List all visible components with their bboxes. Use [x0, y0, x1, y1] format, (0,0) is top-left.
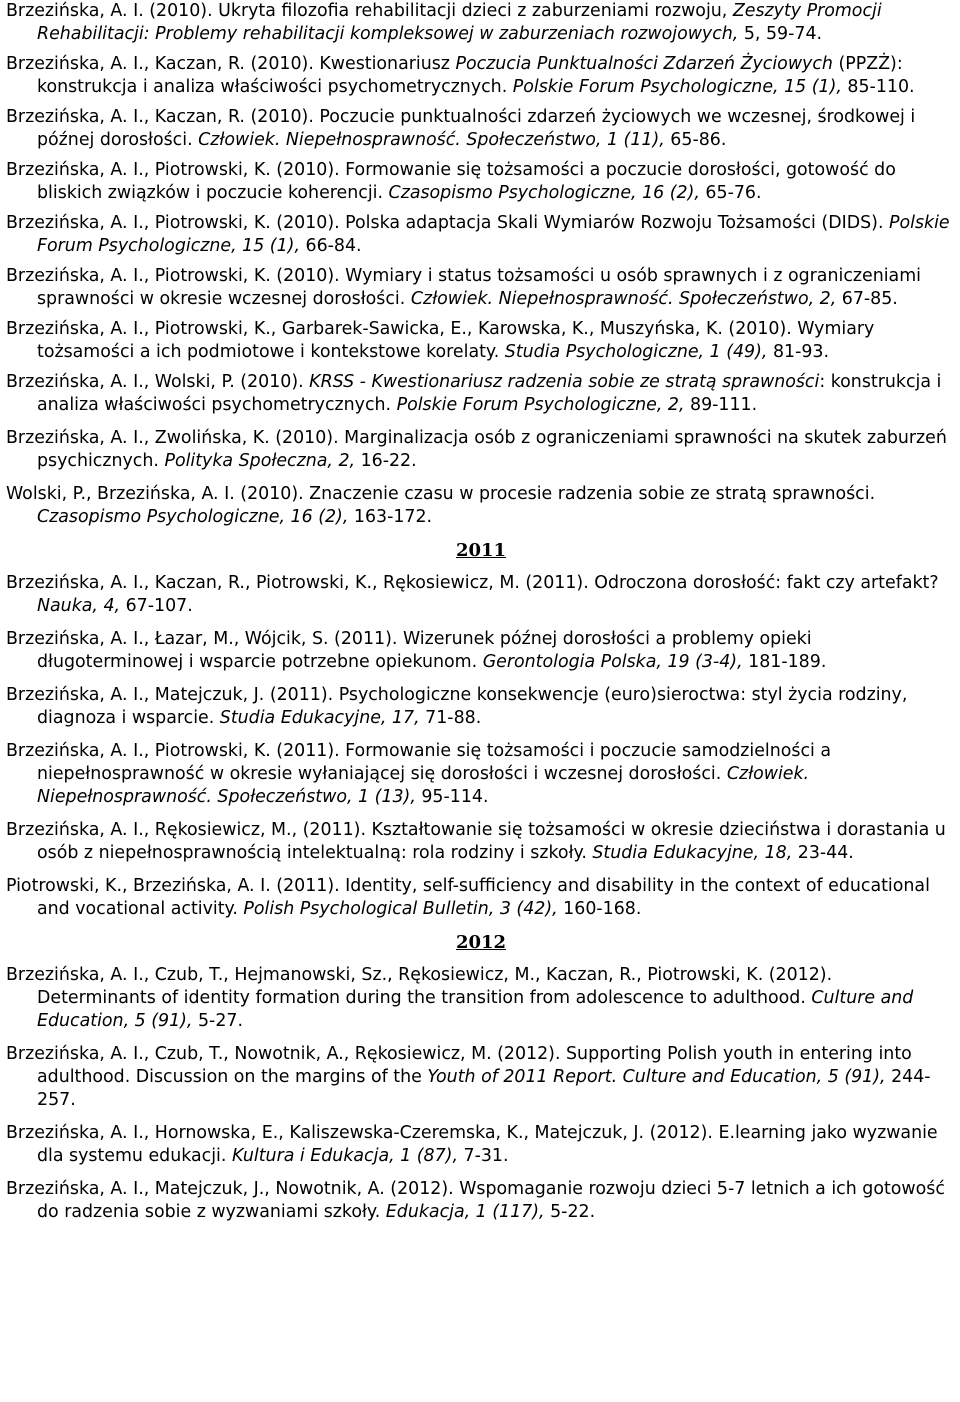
reference-entry: [6, 964, 956, 1033]
reference-text: Brzezińska, A. I., Matejczuk, J. (2011). Psychologiczne konsekwencje (euro)sieroctwa: styl życia rodziny, diagnoza i wsparcie.: [6, 685, 908, 728]
reference-text: 95-114.: [415, 787, 489, 807]
reference-entry: [6, 427, 956, 473]
reference-entry: [6, 265, 956, 311]
reference-text: 71-88.: [419, 708, 482, 728]
reference-entry: [6, 628, 956, 674]
reference-source: Polskie Forum Psychologiczne, 15 (1),: [512, 77, 842, 97]
reference-text: Brzezińska, A. I., Piotrowski, K. (2011). Formowanie się tożsamości i poczucie samodzielności a niepełnosprawność w okresie wyłaniającej się dorosłości i wczesnej dorosłości.: [6, 741, 832, 784]
reference-entry: [6, 318, 956, 364]
reference-source: Polskie Forum Psychologiczne, 2,: [396, 395, 685, 415]
reference-entry: [6, 212, 956, 258]
reference-source: Culture and Education, 5 (91),: [37, 988, 914, 1031]
reference-entry: [6, 819, 956, 865]
reference-source: Youth of 2011 Report. Culture and Education, 5 (91),: [427, 1067, 886, 1087]
reference-text: 81-93.: [767, 342, 830, 362]
reference-text: Brzezińska, A. I., Piotrowski, K. (2010). Wymiary i status tożsamości u osób sprawnych i z ograniczeniami sprawności w okresie wczesnej dorosłości.: [6, 266, 921, 309]
reference-text: 5, 59-74.: [738, 24, 823, 44]
reference-text: Piotrowski, K., Brzezińska, A. I. (2011). Identity, self-sufficiency and disability in the context of educational and vocational activity.: [6, 876, 930, 919]
reference-source: Edukacja, 1 (117),: [385, 1202, 545, 1222]
reference-entry: [6, 1122, 956, 1168]
reference-source: KRSS - Kwestionariusz radzenia sobie ze stratą sprawności: [309, 372, 820, 392]
reference-source: Kultura i Edukacja, 1 (87),: [231, 1146, 458, 1166]
reference-entry: [6, 106, 956, 152]
reference-text: 85-110.: [841, 77, 915, 97]
reference-text: Brzezińska, A. I., Piotrowski, K. (2010). Polska adaptacja Skali Wymiarów Rozwoju Tożsamości (DIDS).: [6, 213, 889, 233]
reference-text: Brzezińska, A. I., Piotrowski, K. (2010). Formowanie się tożsamości a poczucie dorosłości, gotowość do bliskich związków i poczucie koherencji.: [6, 160, 896, 203]
reference-source: Człowiek. Niepełnosprawność. Społeczeństwo, 2,: [410, 289, 837, 309]
reference-entry: [6, 740, 956, 809]
reference-entry: [6, 371, 956, 417]
reference-source: Człowiek. Niepełnosprawność. Społeczeństwo, 1 (11),: [198, 130, 665, 150]
reference-text: 23-44.: [792, 843, 854, 863]
reference-text: Brzezińska, A. I., Kaczan, R. (2010). Poczucie punktualności zdarzeń życiowych we wczesnej, środkowej i późnej dorosłości.: [6, 107, 916, 150]
reference-text: 163-172.: [348, 507, 433, 527]
reference-source: Poczucia Punktualności Zdarzeń Życiowych: [455, 54, 833, 74]
reference-text: 65-76.: [699, 183, 762, 203]
reference-entry: [6, 483, 956, 529]
reference-text: (PPZŻ): konstrukcja i analiza właściwości psychometrycznych.: [37, 54, 903, 97]
reference-text: Brzezińska, A. I., Czub, T., Hejmanowski, Sz., Rękosiewicz, M., Kaczan, R., Piotrowski, K. (2012). Determinants of identity formation during the transition from adolescence to adulthood.: [6, 965, 833, 1008]
reference-text: 16-22.: [355, 451, 417, 471]
reference-text: 160-168.: [557, 899, 642, 919]
reference-source: Polish Psychological Bulletin, 3 (42),: [243, 899, 558, 919]
reference-entry: [6, 53, 956, 99]
reference-source: Czasopismo Psychologiczne, 16 (2),: [37, 507, 349, 527]
reference-entry: [6, 0, 956, 46]
reference-entry: [6, 572, 956, 618]
bibliography-page: [6, 0, 956, 1224]
reference-source: Człowiek. Niepełnosprawność. Społeczeństwo, 1 (13),: [37, 764, 810, 807]
reference-entry: [6, 684, 956, 730]
year-heading: 2012: [455, 932, 507, 953]
reference-text: 5-22.: [544, 1202, 596, 1222]
reference-source: Polityka Społeczna, 2,: [164, 451, 356, 471]
reference-text: 7-31.: [457, 1146, 509, 1166]
reference-text: 67-107.: [120, 596, 193, 616]
reference-text: : konstrukcja i analiza właściwości psychometrycznych.: [37, 372, 942, 415]
reference-text: 66-84.: [299, 236, 362, 256]
reference-text: Brzezińska, A. I., Matejczuk, J., Nowotnik, A. (2012). Wspomaganie rozwoju dzieci 5-7 letnich a ich gotowość do radzenia sobie z wyzwaniami szkoły.: [6, 1179, 945, 1222]
reference-text: 65-86.: [664, 130, 727, 150]
reference-source: Gerontologia Polska, 19 (3-4),: [482, 652, 743, 672]
reference-entry: [6, 159, 956, 205]
reference-source: Studia Psychologiczne, 1 (49),: [504, 342, 768, 362]
reference-text: Brzezińska, A. I., Zwolińska, K. (2010). Marginalizacja osób z ograniczeniami sprawności na skutek zaburzeń psychicznych.: [6, 428, 947, 471]
reference-text: Brzezińska, A. I., Czub, T., Nowotnik, A., Rękosiewicz, M. (2012). Supporting Polish youth in entering into adulthood. Discussion on the margins of the: [6, 1044, 912, 1087]
reference-text: Brzezińska, A. I., Łazar, M., Wójcik, S. (2011). Wizerunek późnej dorosłości a problemy opieki długoterminowej i wsparcie potrzebne opiekunom.: [6, 629, 812, 672]
reference-entry: [6, 875, 956, 921]
reference-text: Brzezińska, A. I., Rękosiewicz, M., (2011). Kształtowanie się tożsamości w okresie dzieciństwa i dorastania u osób z niepełnosprawnością intelektualną: rola rodziny i szkoły.: [6, 820, 946, 863]
reference-text: 89-111.: [684, 395, 758, 415]
reference-text: Brzezińska, A. I. (2010). Ukryta filozofia rehabilitacji dzieci z zaburzeniami rozwoju,: [6, 1, 733, 21]
reference-text: Brzezińska, A. I., Piotrowski, K., Garbarek-Sawicka, E., Karowska, K., Muszyńska, K. (2010). Wymiary tożsamości a ich podmiotowe i kontekstowe korelaty.: [6, 319, 875, 362]
reference-entry: [6, 1043, 956, 1112]
reference-text: Brzezińska, A. I., Wolski, P. (2010).: [6, 372, 310, 392]
reference-source: Zeszyty Promocji Rehabilitacji: Problemy rehabilitacji kompleksowej w zaburzeniach rozwojowych,: [37, 1, 882, 44]
reference-source: Studia Edukacyjne, 18,: [592, 843, 793, 863]
reference-text: 181-189.: [742, 652, 827, 672]
reference-text: Brzezińska, A. I., Kaczan, R. (2010). Kwestionariusz: [6, 54, 456, 74]
reference-source: Czasopismo Psychologiczne, 16 (2),: [388, 183, 700, 203]
reference-text: Brzezińska, A. I., Kaczan, R., Piotrowski, K., Rękosiewicz, M. (2011). Odroczona dorosłość: fakt czy artefakt?: [6, 573, 939, 593]
reference-text: 5-27.: [192, 1011, 243, 1031]
reference-source: Polskie Forum Psychologiczne, 15 (1),: [37, 213, 950, 256]
reference-entry: [6, 1178, 956, 1224]
reference-source: Studia Edukacyjne, 17,: [219, 708, 420, 728]
reference-text: 67-85.: [836, 289, 898, 309]
year-heading: 2011: [455, 540, 507, 561]
reference-text: Brzezińska, A. I., Hornowska, E., Kaliszewska-Czeremska, K., Matejczuk, J. (2012). E.learning jako wyzwanie dla systemu edukacji.: [6, 1123, 938, 1166]
reference-text: Wolski, P., Brzezińska, A. I. (2010). Znaczenie czasu w procesie radzenia sobie ze stratą sprawności.: [6, 484, 876, 504]
reference-source: Nauka, 4,: [37, 596, 121, 616]
reference-text: 244-257.: [37, 1067, 931, 1110]
